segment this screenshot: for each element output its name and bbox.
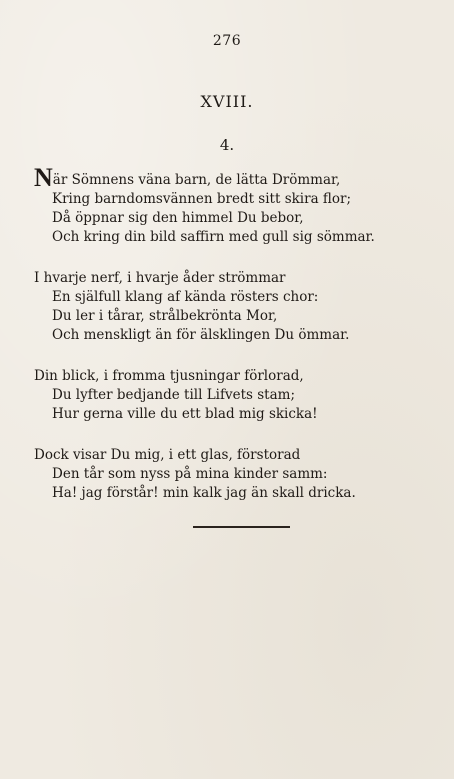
page-number: 276	[212, 33, 242, 49]
poem-line: Dock visar Du mig, i ett glas, förstorad	[34, 447, 301, 463]
poem-line: Du ler i tårar, strålbekrönta Mor,	[52, 308, 278, 324]
stanza-1	[34, 163, 434, 247]
poem-line: Hur gerna ville du ett blad mig skicka!	[52, 406, 318, 422]
poem-line: Din blick, i fromma tjusningar förlorad,	[34, 368, 304, 384]
end-rule-divider	[193, 526, 290, 528]
section-title: XVIII.	[200, 92, 254, 111]
poem-line: Ha! jag förstår! min kalk jag än skall dricka.	[52, 485, 356, 501]
poem-body	[34, 163, 434, 525]
poem-line: Den tår som nyss på mina kinder samm:	[52, 466, 328, 482]
poem-line: Och kring din bild saffirn med gull sig sömmar.	[52, 229, 375, 245]
poem-line: Då öppnar sig den himmel Du bebor,	[52, 210, 304, 226]
poem-line: En själfull klang af kända rösters chor:	[52, 289, 319, 305]
poem-line: Du lyfter bedjande till Lifvets stam;	[52, 387, 295, 403]
poem-line: Kring barndomsvännen bredt sitt skira flor;	[52, 191, 352, 207]
poem-line: I hvarje nerf, i hvarje åder strömmar	[34, 270, 286, 286]
stanza-3	[34, 367, 434, 424]
stanza-2	[34, 269, 434, 345]
stanza-4	[34, 446, 434, 503]
poem-number: 4.	[219, 136, 235, 154]
poem-line	[34, 163, 434, 192]
poem-line-text: är Sömnens väna barn, de lätta Drömmar,	[52, 172, 341, 188]
drop-cap-letter: N	[34, 163, 53, 192]
poem-line: Och menskligt än för älsklingen Du ömmar.	[52, 327, 350, 343]
